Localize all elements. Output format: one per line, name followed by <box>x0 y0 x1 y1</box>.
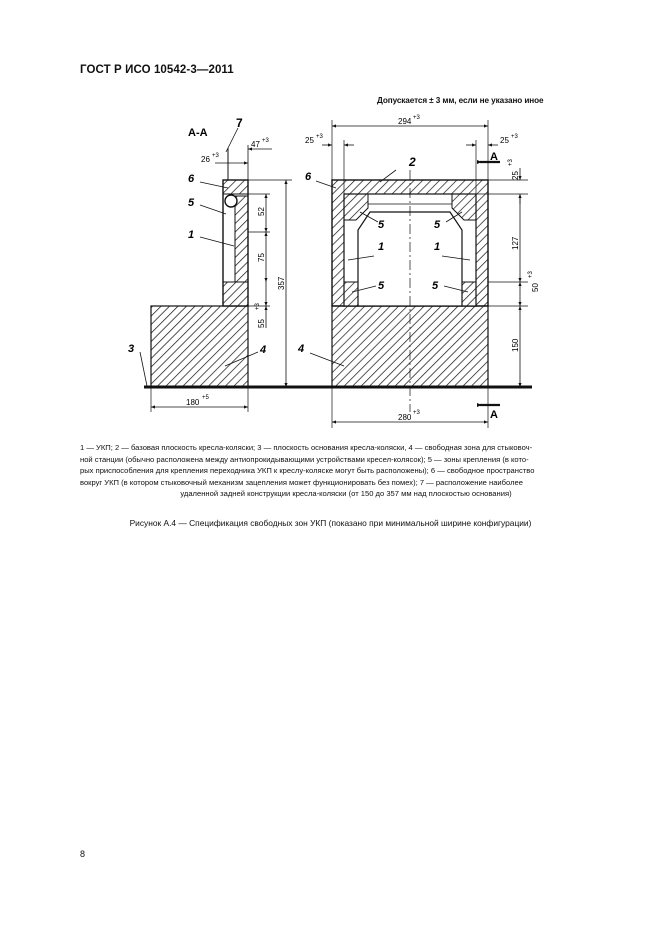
svg-text:+3: +3 <box>528 271 534 278</box>
attachment-zone-bottom-right <box>462 282 476 306</box>
svg-text:+3: +3 <box>413 115 420 121</box>
view-marker-bottom: А <box>490 409 498 421</box>
callout-3: 3 <box>128 343 135 355</box>
tolerance-note: Допускается ± 3 мм, если не указано иное <box>377 96 544 105</box>
svg-text:+5: +5 <box>202 395 209 401</box>
dim-280: 280 <box>398 413 412 422</box>
callout-7: 7 <box>236 116 243 130</box>
dim-25-left: 25 <box>305 136 314 145</box>
attachment-circle <box>225 195 237 207</box>
callout-5-left: 5 <box>188 197 195 209</box>
dim-47: 47 <box>251 140 260 149</box>
dim-294: 294 <box>398 117 412 126</box>
attachment-zone-bottom-left <box>344 282 358 306</box>
ukp-column-core <box>235 196 248 282</box>
figure-caption: Рисунок А.4 — Спецификация свободных зон УКП (показано при минимальной ширине конфигурации) <box>129 518 532 528</box>
section-label: А-А <box>188 127 208 139</box>
callout-2: 2 <box>409 155 416 169</box>
docking-zone-block-left <box>151 306 248 387</box>
page-number: 8 <box>80 849 86 859</box>
dim-26: 26 <box>201 155 210 164</box>
legend-line: рых приспособления для крепления переходника УКП к креслу-коляске могут быть расположены); 6 — свободное пространство <box>80 466 535 476</box>
dim-52: 52 <box>257 207 266 216</box>
dim-357: 357 <box>277 276 286 290</box>
callout-1-right-b: 1 <box>434 241 441 253</box>
legend-line: 1 — УКП; 2 — базовая плоскость кресла-коляски; 3 — плоскость основания кресла-коляски, 4 — свободная зона для стыковоч- <box>80 443 533 452</box>
svg-text:+3: +3 <box>255 303 261 310</box>
callout-5-tr: 5 <box>434 219 441 231</box>
svg-text:+3: +3 <box>508 159 514 166</box>
view-marker-top: А <box>490 151 498 163</box>
figure-legend <box>80 442 612 500</box>
dim-55: 55 <box>257 319 266 328</box>
legend-line: ной станции (обычно расположена между антиопрокидывающими устройствами кресел-колясок); 5 — зоны крепления (в кото- <box>80 454 529 464</box>
svg-text:+3: +3 <box>511 134 518 140</box>
legend-line: вокруг УКП (в котором стыковочный механизм зацепления может функционировать без помех); 7 — расположение наиболее <box>80 477 523 487</box>
callout-4-left: 4 <box>260 344 267 356</box>
dim-50: 50 <box>531 283 540 292</box>
callout-1-right-a: 1 <box>378 241 385 253</box>
callout-5-br: 5 <box>432 280 439 292</box>
dim-25-vert: 25 <box>511 171 520 180</box>
top-cap-hatch <box>223 180 248 194</box>
callout-5-tl: 5 <box>378 219 385 231</box>
dim-127: 127 <box>511 236 520 250</box>
callout-6-right: 6 <box>305 171 312 183</box>
callout-5-bl: 5 <box>378 280 385 292</box>
dim-150: 150 <box>511 338 520 352</box>
svg-text:+3: +3 <box>212 153 219 159</box>
dim-180: 180 <box>186 398 200 407</box>
legend-line: удаленной задней конструкции кресла-коляски (от 150 до 357 мм над плоскостью основания) <box>180 489 512 499</box>
front-view <box>297 115 540 428</box>
callout-6-left: 6 <box>188 173 195 185</box>
svg-text:+3: +3 <box>316 134 323 140</box>
bottom-hatch <box>223 282 248 306</box>
dim-25-right: 25 <box>500 136 509 145</box>
dim-75: 75 <box>257 253 266 262</box>
callout-4-right: 4 <box>298 343 305 355</box>
svg-text:+3: +3 <box>413 410 420 416</box>
svg-text:+3: +3 <box>262 138 269 144</box>
section-a-a-view <box>128 116 292 412</box>
callout-1-left: 1 <box>188 229 195 241</box>
document-header: ГОСТ Р ИСО 10542-3—2011 <box>80 64 234 76</box>
